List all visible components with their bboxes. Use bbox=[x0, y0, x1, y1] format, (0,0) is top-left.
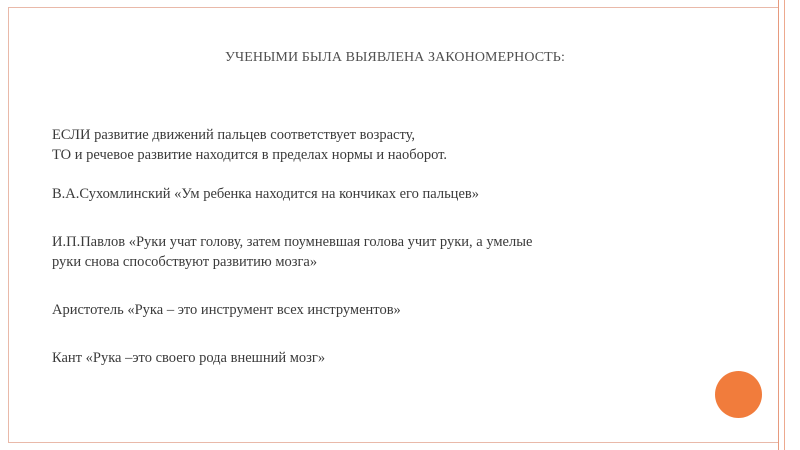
text-line: В.А.Сухомлинский «Ум ребенка находится на кончиках его пальцев» bbox=[52, 186, 479, 202]
decorative-circle bbox=[715, 371, 762, 418]
slide-body bbox=[52, 125, 732, 368]
slide-title: УЧЕНЫМИ БЫЛА ВЫЯВЛЕНА ЗАКОНОМЕРНОСТЬ: bbox=[225, 50, 565, 65]
right-border-line-outer bbox=[784, 0, 785, 450]
text-line: руки снова способствуют развитию мозга» bbox=[52, 254, 318, 270]
text-line: ЕСЛИ развитие движений пальцев соответствует возрасту, bbox=[52, 127, 416, 143]
text-line: Аристотель «Рука – это инструмент всех инструментов» bbox=[52, 302, 401, 318]
text-line: Кант «Рука –это своего рода внешний мозг» bbox=[52, 350, 326, 366]
right-border-line bbox=[778, 0, 779, 450]
text-line: ТО и речевое развитие находится в пределах нормы и наоборот. bbox=[52, 147, 448, 163]
text-line: И.П.Павлов «Руки учат голову, затем поумневшая голова учит руки, а умелые bbox=[52, 234, 533, 250]
